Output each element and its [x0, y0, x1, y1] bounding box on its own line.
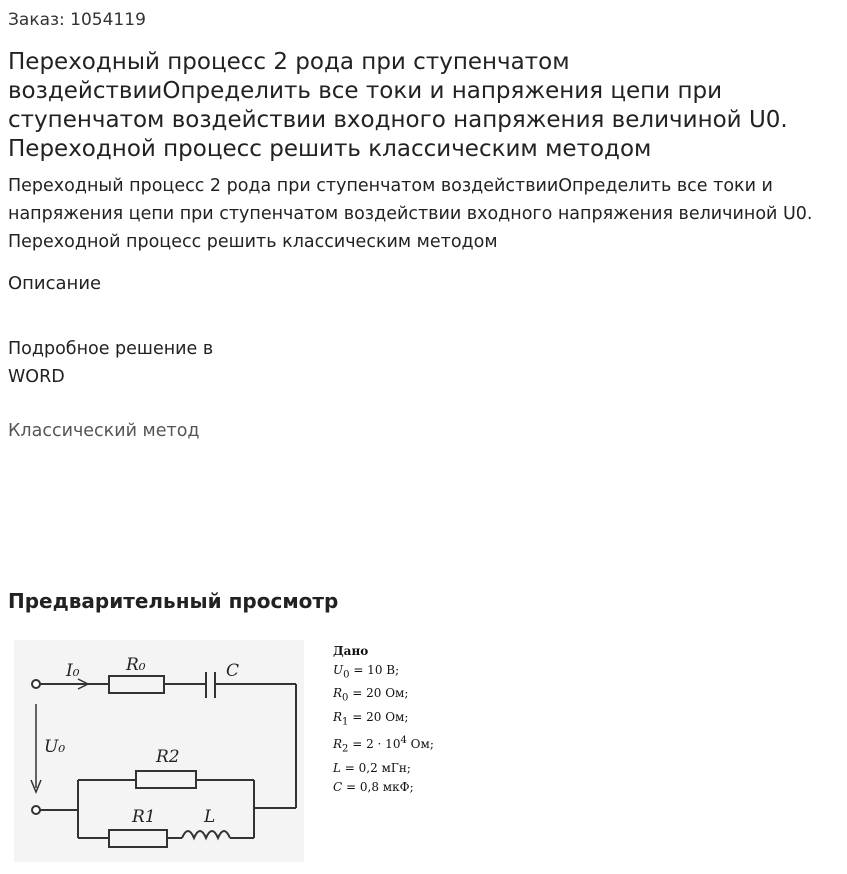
label-r1: R1: [132, 807, 156, 827]
circuit-diagram: [14, 640, 304, 862]
description-line-word: Подробное решение в WORD: [8, 339, 214, 387]
given-values: [333, 642, 434, 797]
label-r2: R2: [156, 747, 180, 767]
label-c: C: [226, 661, 240, 681]
given-r1: $R_1 = 20$ Ом;: [333, 709, 409, 728]
order-number: Заказ: 1054119: [8, 10, 146, 30]
description-line-method: Классический метод: [8, 421, 200, 441]
input-terminal-bottom: [32, 806, 40, 814]
given-l: L = 0,2 мГн;: [333, 760, 411, 775]
page-title: Переходный процесс 2 рода при ступенчатом воздействииОпределить все токи и напряжения цепи при ступенчатом воздействии входного напряжения величиной U0. Переходной процесс решить классическим методом: [8, 49, 788, 162]
given-r2: $R_2 = 2 \cdot 10^4$ Ом;: [333, 735, 434, 755]
given-r0: $R_0 = 20$ Ом;: [333, 686, 409, 704]
given-heading: Дано: [333, 644, 369, 658]
input-terminal-top: [32, 680, 40, 688]
label-voltage: U₀: [44, 737, 66, 757]
description-heading: Описание: [8, 273, 102, 294]
preview-heading: Предварительный просмотр: [8, 589, 339, 613]
label-l: L: [204, 807, 216, 827]
given-u0: $U_0 = 10$ В;: [333, 663, 400, 681]
label-r0: R₀: [126, 655, 146, 675]
lead-text: Переходный процесс 2 рода при ступенчатом воздействииОпределить все токи и напряжения цепи при ступенчатом воздействии входного напряжения величиной U0. Переходной процесс решить классическим методом: [8, 176, 813, 252]
label-current: I₀: [66, 661, 80, 681]
given-c: C = 0,8 мкФ;: [333, 779, 414, 794]
